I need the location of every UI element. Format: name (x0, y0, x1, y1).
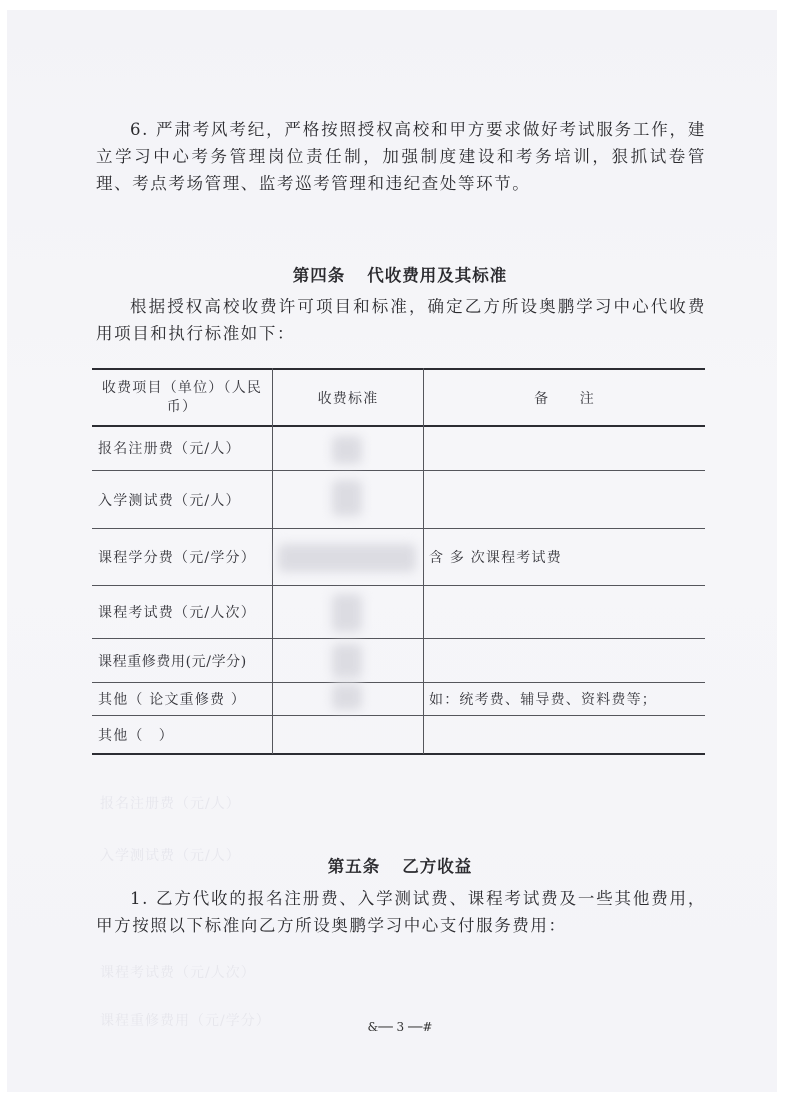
article-5-heading (0, 853, 800, 877)
article-4-number: 第四条 (292, 266, 346, 285)
clause-6-paragraph: 6. 严肃考风考纪，严格按照授权高校和甲方要求做好考试服务工作，建立学习中心考务管理岗位责任制，加强制度建设和考务培训，狠抓试卷管理、考点考场管理、监考巡考管理和违纪查处等环节。 (96, 120, 706, 193)
header-fee-item: 收费项目（单位）（人民币） (101, 379, 263, 415)
redacted-value (332, 684, 362, 710)
redacted-value (332, 436, 362, 464)
redacted-value (332, 480, 362, 516)
bleed-through-text: 课程重修费用（元/学分） (100, 1013, 271, 1029)
header-fee-standard: 收费标准 (317, 390, 379, 407)
table-row-item: 课程考试费（元/人次） (98, 605, 256, 621)
article-4-title: 代收费用及其标准 (367, 266, 508, 285)
article-4-heading (0, 262, 800, 286)
bleed-through-text: 入学测试费（元/人） (100, 848, 241, 864)
table-row-item: 课程学分费（元/学分） (98, 550, 256, 566)
article-5-number: 第五条 (327, 857, 381, 876)
redacted-value (332, 594, 362, 632)
table-row-note: 含 多 次课程考试费 (429, 550, 562, 566)
page-number-marker: &── 3 ──# (367, 1020, 433, 1034)
table-row-note: 如：统考费、辅导费、资料费等； (429, 692, 657, 708)
article-5-title: 乙方收益 (402, 857, 473, 876)
redacted-value (278, 544, 416, 572)
table-row-item: 报名注册费（元/人） (98, 441, 241, 457)
article-4-intro: 根据授权高校收费许可项目和标准，确定乙方所设奥鹏学习中心代收费用项目和执行标准如下： (96, 297, 706, 343)
article-5-clause-1: 1. 乙方代收的报名注册费、入学测试费、课程考试费及一些其他费用，甲方按照以下标准向乙方所设奥鹏学习中心支付服务费用： (96, 889, 706, 935)
table-row-item: 入学测试费（元/人） (98, 492, 241, 509)
bleed-through-text: 课程考试费（元/人次） (100, 965, 256, 981)
redacted-value (332, 644, 362, 678)
fee-standard-table (92, 368, 705, 754)
table-row-item: 其他（ ） (98, 727, 174, 744)
table-row-item: 课程重修费用(元/学分) (98, 653, 247, 670)
table-row-item: 其他（ 论文重修费 ） (98, 692, 247, 708)
header-notes: 备 注 (534, 390, 595, 407)
bleed-through-text: 报名注册费（元/人） (100, 796, 241, 812)
